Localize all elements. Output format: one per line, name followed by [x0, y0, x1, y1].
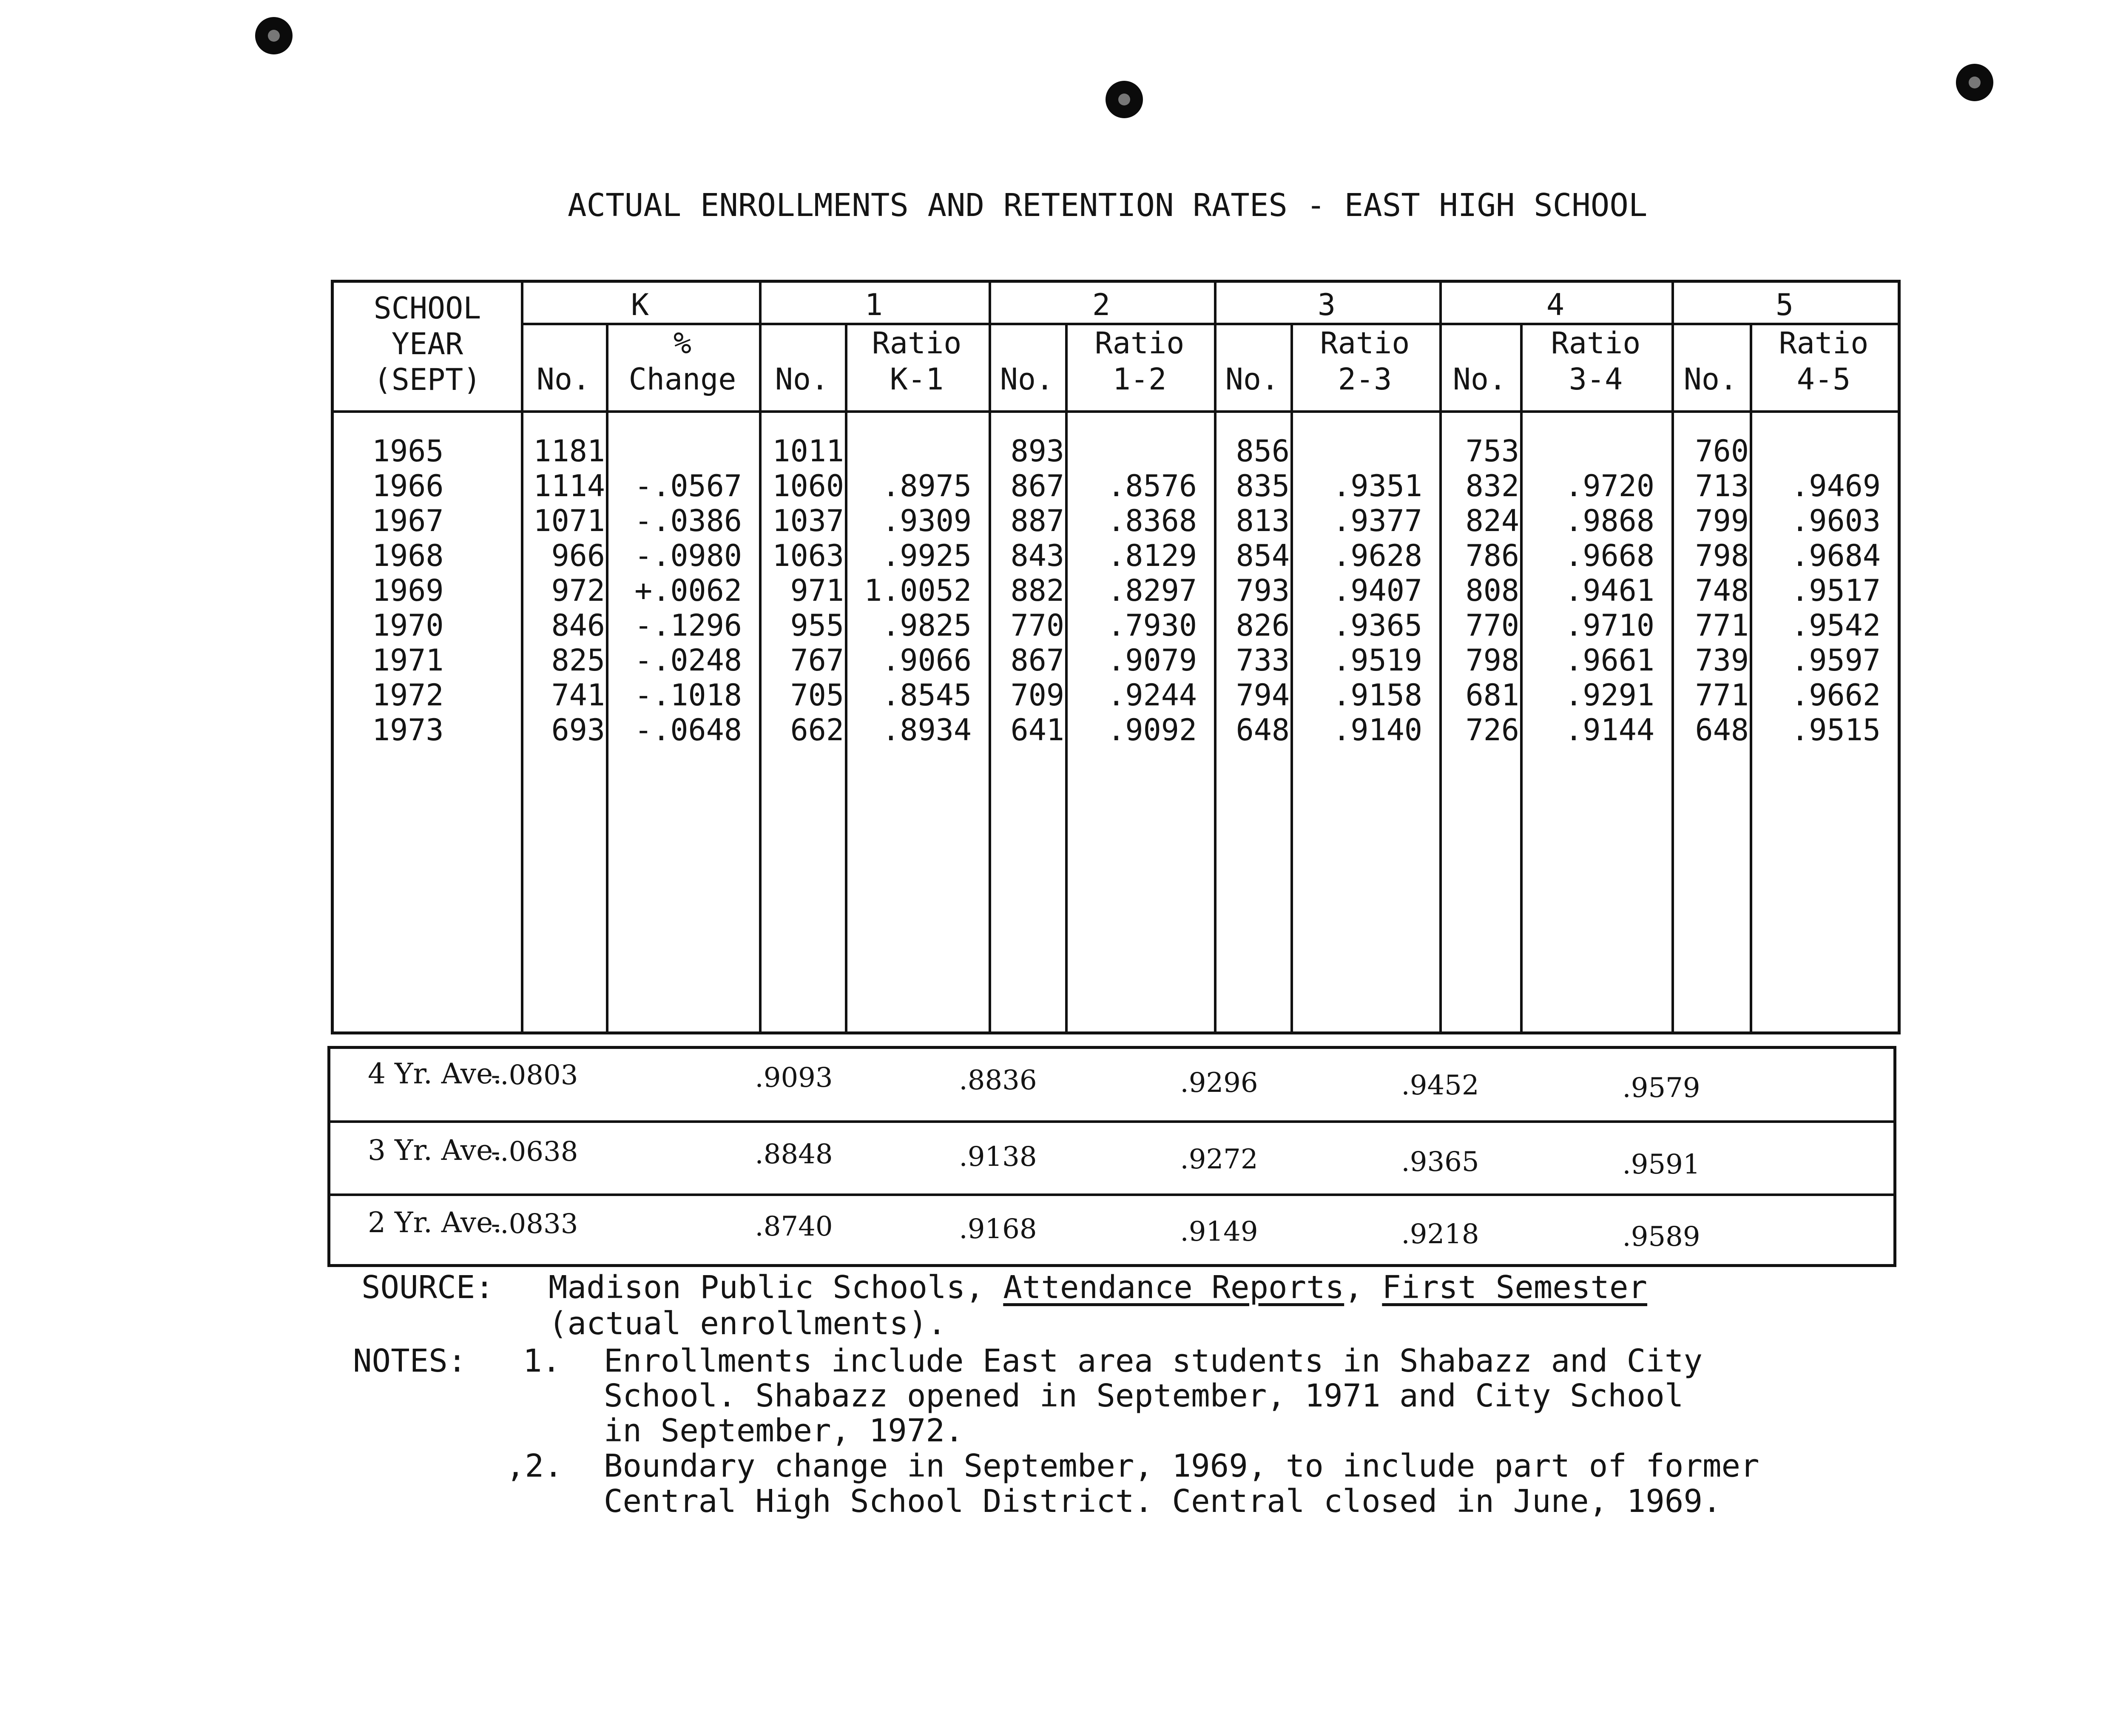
note-2-number: ,2.	[506, 1448, 563, 1484]
enrollment-count-cell: 794	[1236, 678, 1290, 713]
retention-ratio-cell: .8975	[882, 469, 972, 503]
enrollment-count-cell: 824	[1465, 503, 1519, 538]
enrollment-count-cell: 835	[1236, 469, 1290, 503]
no-column-header: No.	[1452, 362, 1507, 397]
enrollment-count-cell: 767	[790, 643, 844, 678]
enrollment-count-cell: 733	[1236, 643, 1290, 678]
source-text: Madison Public Schools,	[549, 1269, 984, 1306]
retention-ratio-cell: .9407	[1333, 573, 1422, 608]
retention-ratio-cell: .9668	[1565, 538, 1654, 573]
source-comma: ,	[1344, 1269, 1363, 1306]
enrollment-count-cell: 753	[1465, 434, 1519, 469]
enrollment-count-cell: 843	[1010, 538, 1064, 573]
retention-ratio-cell: .8545	[882, 678, 972, 713]
average-value-cell: -.0638	[491, 1136, 578, 1168]
punch-hole-center	[1106, 81, 1143, 118]
note-1-line: Enrollments include East area students in Shabazz and City	[604, 1343, 1703, 1379]
no-column-header: No.	[775, 362, 829, 397]
retention-ratio-cell: .9079	[1107, 643, 1197, 678]
enrollment-count-cell: 739	[1695, 643, 1749, 678]
average-row-label: 2 Yr. Ave.	[368, 1206, 502, 1239]
enrollment-count-cell: 955	[790, 608, 844, 643]
enrollment-count-cell: 1181	[533, 434, 605, 469]
enrollment-count-cell: 867	[1010, 643, 1064, 678]
school-year-cell: 1967	[372, 503, 444, 538]
note-2-line: Boundary change in September, 1969, to include part of former	[604, 1448, 1759, 1484]
note-1-number: 1.	[523, 1343, 561, 1379]
source-label: SOURCE:	[361, 1269, 494, 1306]
grade-header: 5	[1775, 287, 1794, 322]
school-year-cell: 1970	[372, 608, 444, 643]
enrollment-count-cell: 893	[1010, 434, 1064, 469]
enrollment-count-cell: 709	[1010, 678, 1064, 713]
retention-ratio-cell: .9825	[882, 608, 972, 643]
percent-change-cell: +.0062	[634, 573, 742, 608]
retention-ratio-cell: .9351	[1333, 469, 1422, 503]
enrollment-count-cell: 793	[1236, 573, 1290, 608]
ratio-column-header: Ratio	[872, 326, 962, 361]
note-2-line: Central High School District. Central closed in June, 1969.	[604, 1483, 1722, 1520]
enrollment-count-cell: 786	[1465, 538, 1519, 573]
enrollment-count-cell: 771	[1695, 678, 1749, 713]
grade-header: 2	[1092, 287, 1111, 322]
enrollment-count-cell: 681	[1465, 678, 1519, 713]
enrollment-count-cell: 748	[1695, 573, 1749, 608]
percent-change-cell: -.0386	[634, 503, 742, 538]
percent-change-cell: -.1296	[634, 608, 742, 643]
retention-ratio-cell: .9628	[1333, 538, 1422, 573]
year-header-line: (SEPT)	[373, 362, 481, 397]
average-row-label: 4 Yr. Ave.	[368, 1057, 502, 1090]
enrollment-count-cell: 662	[790, 713, 844, 747]
enrollment-count-cell: 641	[1010, 713, 1064, 747]
enrollment-count-cell: 825	[551, 643, 605, 678]
enrollment-count-cell: 808	[1465, 573, 1519, 608]
retention-ratio-cell: .8297	[1107, 573, 1197, 608]
no-column-header: No.	[1000, 362, 1054, 397]
ratio-column-subheader: 4-5	[1796, 362, 1851, 397]
no-column-header: No.	[1683, 362, 1738, 397]
average-row-label: 3 Yr. Ave.	[368, 1134, 502, 1167]
retention-ratio-cell: .9291	[1565, 678, 1654, 713]
retention-ratio-cell: .9710	[1565, 608, 1654, 643]
retention-ratio-cell: .9925	[882, 538, 972, 573]
average-value-cell: .9365	[1401, 1146, 1479, 1178]
school-year-cell: 1969	[372, 573, 444, 608]
year-column-header	[334, 290, 521, 398]
enrollment-count-cell: 856	[1236, 434, 1290, 469]
enrollment-count-cell: 771	[1695, 608, 1749, 643]
average-value-cell: .9272	[1180, 1144, 1258, 1175]
year-header-line: SCHOOL	[373, 291, 481, 326]
enrollment-count-cell: 1060	[772, 469, 844, 503]
enrollment-count-cell: 846	[551, 608, 605, 643]
average-row-divider	[330, 1120, 1893, 1123]
ratio-column-subheader: 3-4	[1569, 362, 1623, 397]
averages-table	[327, 1046, 1896, 1267]
average-value-cell: -.0803	[491, 1060, 578, 1091]
average-value-cell: .9138	[959, 1141, 1037, 1173]
ratio-column-subheader: K-1	[890, 362, 944, 397]
school-year-cell: 1968	[372, 538, 444, 573]
retention-ratio-cell: .9158	[1333, 678, 1422, 713]
percent-change-cell: -.1018	[634, 678, 742, 713]
year-header-line: YEAR	[391, 327, 463, 361]
retention-ratio-cell: .9868	[1565, 503, 1654, 538]
enrollment-count-cell: 741	[551, 678, 605, 713]
average-value-cell: .9452	[1401, 1070, 1479, 1101]
grade-header: 1	[864, 287, 883, 322]
enrollment-count-cell: 770	[1010, 608, 1064, 643]
enrollment-count-cell: 813	[1236, 503, 1290, 538]
retention-ratio-cell: .8934	[882, 713, 972, 747]
retention-ratio-cell: .9309	[882, 503, 972, 538]
average-value-cell: .9168	[959, 1213, 1037, 1245]
grade-header: 4	[1546, 287, 1565, 322]
retention-ratio-cell: 1.0052	[864, 573, 972, 608]
ratio-column-header: Ratio	[1094, 326, 1185, 361]
school-year-cell: 1973	[372, 713, 444, 747]
source-line-1	[549, 1269, 1647, 1306]
enrollment-count-cell: 648	[1695, 713, 1749, 747]
ratio-column-subheader: 2-3	[1338, 362, 1392, 397]
retention-ratio-cell: .8129	[1107, 538, 1197, 573]
average-row-divider	[330, 1193, 1893, 1196]
no-column-header: No.	[1225, 362, 1279, 397]
enrollment-count-cell: 971	[790, 573, 844, 608]
average-value-cell: .8848	[755, 1139, 833, 1170]
enrollment-count-cell: 648	[1236, 713, 1290, 747]
punch-hole-right	[1956, 64, 1993, 101]
enrollment-count-cell: 798	[1695, 538, 1749, 573]
enrollment-count-cell: 832	[1465, 469, 1519, 503]
average-value-cell: .9093	[755, 1062, 833, 1094]
school-year-cell: 1971	[372, 643, 444, 678]
ratio-column-subheader: Change	[628, 362, 736, 397]
enrollment-count-cell: 770	[1465, 608, 1519, 643]
enrollment-count-cell: 705	[790, 678, 844, 713]
retention-ratio-cell: .9720	[1565, 469, 1654, 503]
retention-ratio-cell: .9597	[1791, 643, 1881, 678]
average-value-cell: .8740	[755, 1211, 833, 1242]
average-value-cell: .9591	[1622, 1149, 1700, 1180]
ratio-column-header: Ratio	[1551, 326, 1641, 361]
ratio-column-header: %	[673, 326, 692, 361]
note-1-line: in September, 1972.	[604, 1412, 964, 1449]
enrollment-count-cell: 726	[1465, 713, 1519, 747]
retention-ratio-cell: .9140	[1333, 713, 1422, 747]
punch-hole-left	[255, 17, 293, 54]
retention-ratio-cell: .9244	[1107, 678, 1197, 713]
enrollment-count-cell: 799	[1695, 503, 1749, 538]
enrollment-count-cell: 798	[1465, 643, 1519, 678]
enrollment-count-cell: 1037	[772, 503, 844, 538]
average-value-cell: -.0833	[491, 1208, 578, 1240]
retention-ratio-cell: .9144	[1565, 713, 1654, 747]
school-year-cell: 1972	[372, 678, 444, 713]
average-value-cell: .8836	[959, 1065, 1037, 1096]
enrollment-count-cell: 854	[1236, 538, 1290, 573]
percent-change-cell: -.0980	[634, 538, 742, 573]
ratio-column-header: Ratio	[1320, 326, 1410, 361]
grade-header: K	[631, 287, 649, 322]
school-year-cell: 1965	[372, 434, 444, 469]
source-line-2: (actual enrollments).	[549, 1305, 946, 1342]
percent-change-cell: -.0248	[634, 643, 742, 678]
school-year-cell: 1966	[372, 469, 444, 503]
average-value-cell: .9589	[1622, 1221, 1700, 1253]
enrollment-count-cell: 1114	[533, 469, 605, 503]
retention-ratio-cell: .9092	[1107, 713, 1197, 747]
enrollment-count-cell: 867	[1010, 469, 1064, 503]
enrollment-count-cell: 713	[1695, 469, 1749, 503]
notes-label: NOTES:	[353, 1343, 467, 1379]
retention-ratio-cell: .7930	[1107, 608, 1197, 643]
note-1-line: School. Shabazz opened in September, 1971 and City School	[604, 1378, 1684, 1414]
enrollment-table	[331, 280, 1901, 1034]
enrollment-count-cell: 1063	[772, 538, 844, 573]
retention-ratio-cell: .8576	[1107, 469, 1197, 503]
retention-ratio-cell: .8368	[1107, 503, 1197, 538]
source-first-semester: First Semester	[1382, 1269, 1648, 1306]
enrollment-count-cell: 882	[1010, 573, 1064, 608]
retention-ratio-cell: .9365	[1333, 608, 1422, 643]
enrollment-count-cell: 887	[1010, 503, 1064, 538]
retention-ratio-cell: .9066	[882, 643, 972, 678]
retention-ratio-cell: .9662	[1791, 678, 1881, 713]
enrollment-count-cell: 972	[551, 573, 605, 608]
enrollment-count-cell: 826	[1236, 608, 1290, 643]
average-value-cell: .9296	[1180, 1067, 1258, 1099]
percent-change-cell: -.0648	[634, 713, 742, 747]
retention-ratio-cell: .9603	[1791, 503, 1881, 538]
average-value-cell: .9149	[1180, 1216, 1258, 1247]
retention-ratio-cell: .9517	[1791, 573, 1881, 608]
enrollment-count-cell: 966	[551, 538, 605, 573]
retention-ratio-cell: .9469	[1791, 469, 1881, 503]
retention-ratio-cell: .9519	[1333, 643, 1422, 678]
no-column-header: No.	[536, 362, 591, 397]
header-body-divider	[334, 410, 1898, 413]
retention-ratio-cell: .9515	[1791, 713, 1881, 747]
ratio-column-subheader: 1-2	[1112, 362, 1167, 397]
enrollment-count-cell: 1011	[772, 434, 844, 469]
retention-ratio-cell: .9542	[1791, 608, 1881, 643]
retention-ratio-cell: .9661	[1565, 643, 1654, 678]
retention-ratio-cell: .9377	[1333, 503, 1422, 538]
average-value-cell: .9579	[1622, 1072, 1700, 1104]
percent-change-cell: -.0567	[634, 469, 742, 503]
enrollment-count-cell: 760	[1695, 434, 1749, 469]
average-value-cell: .9218	[1401, 1219, 1479, 1250]
retention-ratio-cell: .9684	[1791, 538, 1881, 573]
source-attendance-reports: Attendance Reports	[1003, 1269, 1344, 1306]
enrollment-count-cell: 693	[551, 713, 605, 747]
ratio-column-header: Ratio	[1779, 326, 1869, 361]
page-title: ACTUAL ENROLLMENTS AND RETENTION RATES - EAST HIGH SCHOOL	[568, 187, 1648, 224]
enrollment-count-cell: 1071	[533, 503, 605, 538]
retention-ratio-cell: .9461	[1565, 573, 1654, 608]
grade-header: 3	[1317, 287, 1336, 322]
